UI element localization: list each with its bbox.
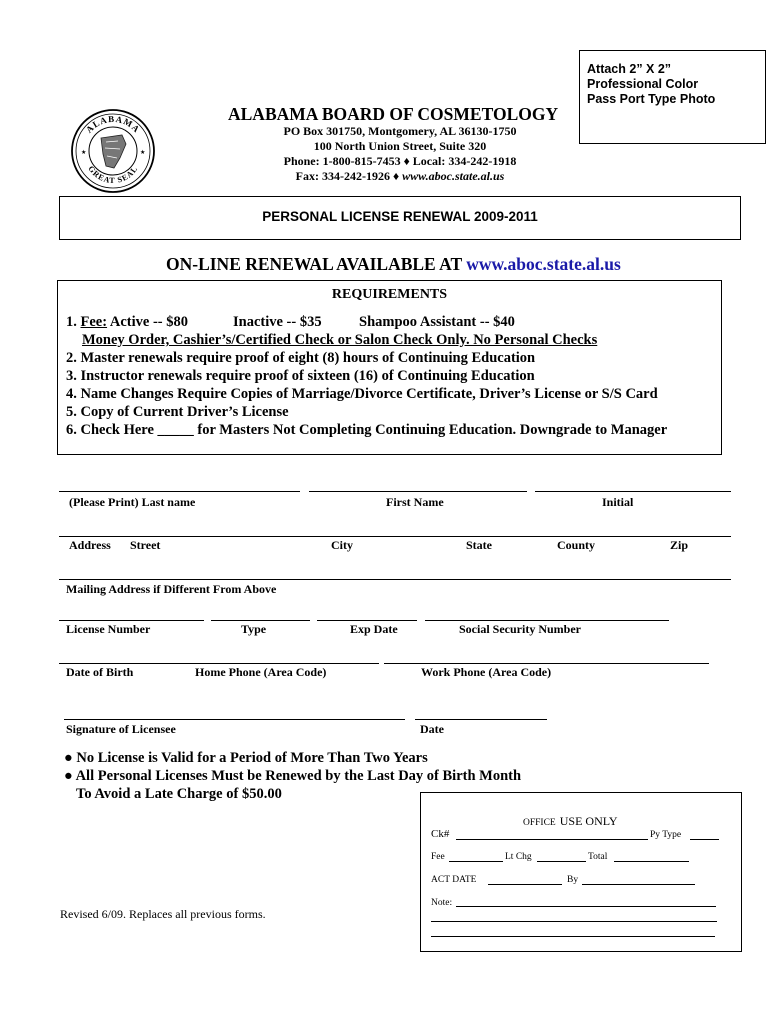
mailing-address-input[interactable] bbox=[59, 579, 731, 580]
fee-label: Fee: bbox=[80, 314, 108, 330]
total-label: Total bbox=[588, 852, 608, 862]
requirement-6: 6. Check Here _____ for Masters Not Completing Continuing Education. Downgrade to Manager bbox=[66, 422, 668, 438]
ssn-input[interactable] bbox=[425, 620, 669, 621]
revised-note: Revised 6/09. Replaces all previous forms. bbox=[60, 907, 266, 921]
fee-active: Active -- $80 bbox=[109, 314, 188, 330]
state-label: State bbox=[466, 538, 492, 552]
fax-line bbox=[200, 169, 600, 184]
py-type-input[interactable] bbox=[690, 839, 719, 840]
photo-line-2: Professional Color bbox=[587, 77, 699, 91]
initial-label: Initial bbox=[602, 495, 634, 509]
fee-shampoo: Shampoo Assistant -- $40 bbox=[359, 314, 515, 330]
requirement-2: 2. Master renewals require proof of eight (8) hours of Continuing Education bbox=[66, 350, 536, 366]
svg-text:★: ★ bbox=[140, 150, 146, 156]
ck-input[interactable] bbox=[456, 839, 648, 840]
online-text: ON-LINE RENEWAL AVAILABLE AT bbox=[166, 254, 462, 274]
address-label: Address bbox=[69, 538, 111, 552]
header-website[interactable]: www.aboc.state.al.us bbox=[402, 169, 505, 183]
header-address bbox=[200, 124, 600, 184]
exp-date-input[interactable] bbox=[317, 620, 417, 621]
by-input[interactable] bbox=[582, 884, 695, 885]
notice-late-charge: To Avoid a Late Charge of $50.00 bbox=[76, 786, 282, 802]
ssn-label: Social Security Number bbox=[459, 622, 581, 636]
license-number-label: License Number bbox=[66, 622, 151, 636]
fee-label-office: Fee bbox=[431, 852, 445, 862]
requirement-5: 5. Copy of Current Driver’s License bbox=[66, 404, 289, 420]
zip-label: Zip bbox=[670, 538, 689, 552]
dob-label: Date of Birth bbox=[66, 665, 134, 679]
signature-input[interactable] bbox=[64, 719, 405, 720]
requirement-fee bbox=[66, 314, 188, 331]
by-label: By bbox=[567, 875, 579, 885]
license-number-input[interactable] bbox=[59, 620, 204, 621]
photo-instructions bbox=[587, 62, 715, 107]
phone-line: Phone: 1-800-815-7453 ♦ Local: 334-242-1918 bbox=[283, 154, 517, 168]
svg-text:ALABAMA bbox=[84, 114, 142, 135]
last-name-label: (Please Print) Last name bbox=[69, 495, 196, 509]
org-name: ALABAMA BOARD OF COSMETOLOGY bbox=[228, 104, 559, 124]
city-label: City bbox=[331, 538, 353, 552]
last-name-input[interactable] bbox=[59, 491, 300, 492]
exp-date-label: Exp Date bbox=[350, 622, 398, 636]
py-type-label: Py Type bbox=[650, 830, 682, 840]
total-input[interactable] bbox=[614, 861, 689, 862]
signature-date-input[interactable] bbox=[415, 719, 547, 720]
requirement-4: 4. Name Changes Require Copies of Marriage/Divorce Certificate, Driver’s License or S/S Card bbox=[66, 386, 658, 402]
first-name-label: First Name bbox=[386, 495, 444, 509]
online-renewal bbox=[166, 254, 621, 275]
act-date-input[interactable] bbox=[488, 884, 562, 885]
first-name-input[interactable] bbox=[309, 491, 527, 492]
initial-input[interactable] bbox=[535, 491, 731, 492]
photo-line-3: Pass Port Type Photo bbox=[587, 92, 716, 106]
photo-line-1: Attach 2” X 2” bbox=[587, 62, 672, 76]
fee-input[interactable] bbox=[449, 861, 503, 862]
fee-number: 1. bbox=[66, 314, 77, 330]
type-input[interactable] bbox=[211, 620, 310, 621]
office-use-title bbox=[523, 812, 618, 830]
signature-label: Signature of Licensee bbox=[66, 722, 176, 736]
online-renewal-link[interactable]: www.aboc.state.al.us bbox=[466, 254, 621, 274]
form-title: PERSONAL LICENSE RENEWAL 2009-2011 bbox=[262, 209, 538, 224]
fee-inactive: Inactive -- $35 bbox=[233, 314, 322, 330]
street-label: Street bbox=[130, 538, 161, 552]
great-seal-logo bbox=[70, 108, 156, 194]
notice-renewal: ● All Personal Licenses Must be Renewed by the Last Day of Birth Month bbox=[64, 768, 522, 784]
payment-methods: Money Order, Cashier’s/Certified Check or Salon Check Only. No Personal Checks bbox=[82, 332, 598, 348]
address-line-1: PO Box 301750, Montgomery, AL 36130-1750 bbox=[283, 124, 517, 138]
work-phone-input[interactable] bbox=[384, 663, 709, 664]
lt-chg-label: Lt Chg bbox=[505, 852, 532, 862]
signature-date-label: Date bbox=[420, 722, 444, 736]
fax-number: Fax: 334-242-1926 ♦ bbox=[295, 169, 400, 183]
office-title-small: OFFICE bbox=[523, 818, 556, 828]
ck-label: Ck# bbox=[431, 828, 450, 840]
office-title-large: USE ONLY bbox=[559, 814, 618, 828]
seal-bottom-text: GREAT SEAL bbox=[86, 164, 140, 186]
type-label: Type bbox=[241, 622, 267, 636]
svg-text:★: ★ bbox=[81, 150, 87, 156]
note-input-2[interactable] bbox=[431, 921, 717, 922]
home-phone-label: Home Phone (Area Code) bbox=[195, 665, 327, 679]
lt-chg-input[interactable] bbox=[537, 861, 586, 862]
address-line-2: 100 North Union Street, Suite 320 bbox=[313, 139, 487, 153]
county-label: County bbox=[557, 538, 596, 552]
note-input-1[interactable] bbox=[456, 906, 716, 907]
requirements-heading: REQUIREMENTS bbox=[331, 287, 448, 302]
address-input[interactable] bbox=[59, 536, 731, 537]
work-phone-label: Work Phone (Area Code) bbox=[421, 665, 552, 679]
requirement-3: 3. Instructor renewals require proof of sixteen (16) of Continuing Education bbox=[66, 368, 535, 384]
notice-validity: ● No License is Valid for a Period of More Than Two Years bbox=[64, 750, 428, 766]
seal-top-text: ALABAMA bbox=[83, 113, 143, 135]
mailing-address-label: Mailing Address if Different From Above bbox=[66, 582, 277, 596]
note-input-3[interactable] bbox=[431, 936, 715, 937]
note-label: Note: bbox=[431, 898, 453, 908]
dob-phone-input[interactable] bbox=[59, 663, 379, 664]
act-date-label: ACT DATE bbox=[431, 875, 477, 885]
